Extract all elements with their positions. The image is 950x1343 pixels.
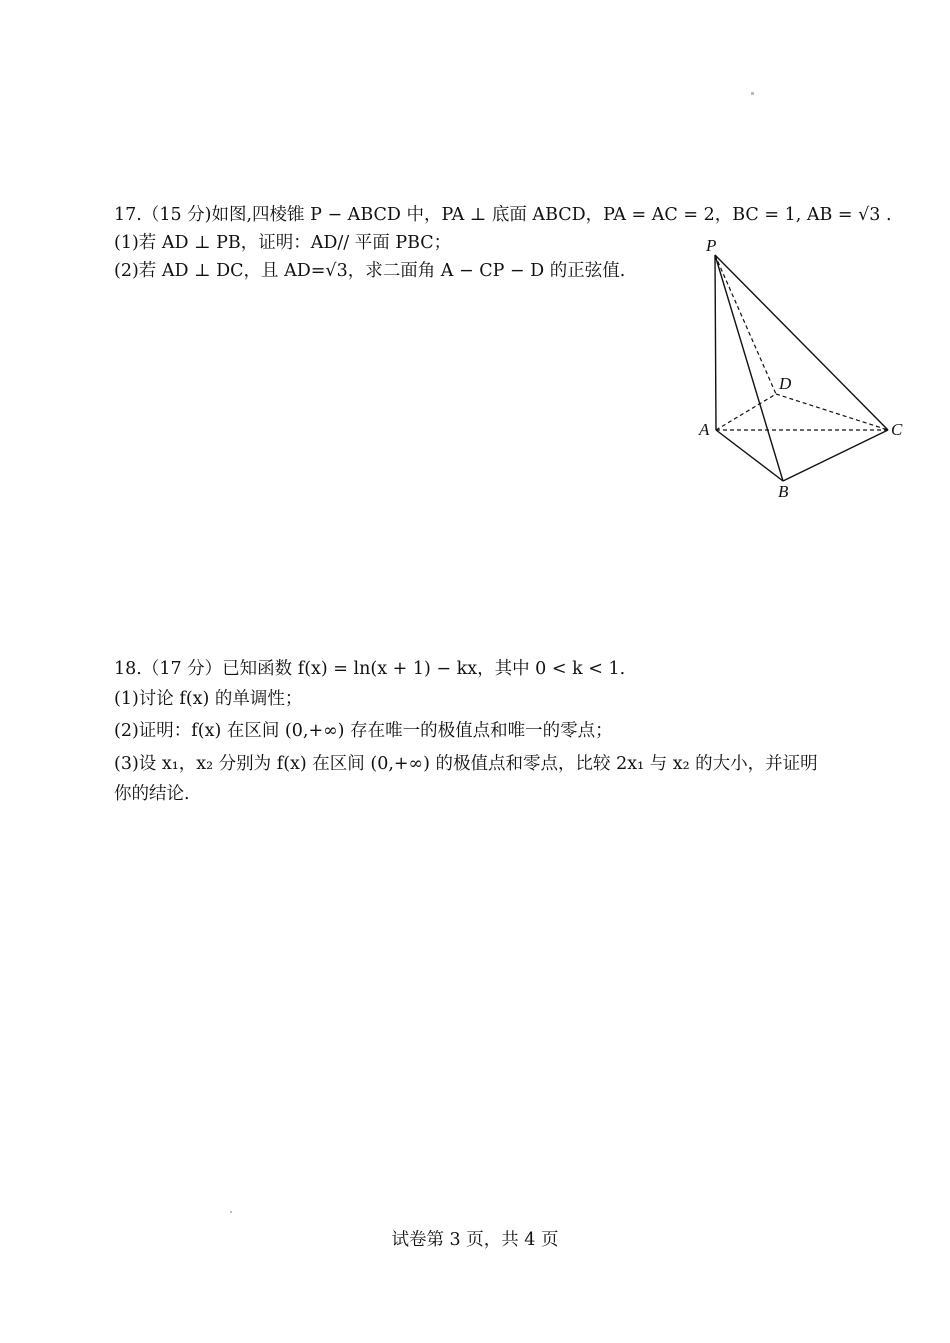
q18-part1: (1)讨论 f(x) 的单调性； [114,689,303,709]
scan-speck [751,92,754,95]
scan-speck [230,1211,232,1213]
edge-PA [715,255,716,430]
point-label-B: B [778,482,789,501]
pyramid-figure [690,238,915,506]
point-label-C: C [891,420,903,439]
q18-part3: (3)设 x₁，x₂ 分别为 f(x) 在区间 (0,+∞) 的极值点和零点，比较 2x₁ 与 x₂ 的大小，并证明 [114,754,818,774]
edge-PD [715,255,776,394]
q18-part2: (2)证明：f(x) 在区间 (0,+∞) 存在唯一的极值点和唯一的零点； [114,721,613,741]
q18-stem: 18.（17 分）已知函数 f(x) = ln(x + 1) − kx，其中 0 < k < 1. [114,659,626,679]
point-label-D: D [779,374,792,393]
q17-part2: (2)若 AD ⊥ DC，且 AD=√3，求二面角 A − CP − D 的正弦值. [114,261,626,281]
edge-AB [716,430,783,481]
edge-BC [783,430,888,481]
q17-part1: (1)若 AD ⊥ PB，证明：AD// 平面 PBC； [114,233,452,253]
edge-AD [716,394,776,430]
pyramid-diagram [690,238,915,506]
q17-stem: 17.（15 分)如图,四棱锥 P − ABCD 中，PA ⊥ 底面 ABCD，PA = AC = 2，BC = 1, AB = √3 . [114,205,892,225]
point-label-P: P [706,236,717,255]
page-footer: 试卷第 3 页，共 4 页 [391,1230,559,1250]
q18-part3-continued: 你的结论. [114,784,190,804]
edge-DC [776,394,888,430]
point-label-A: A [699,420,710,439]
